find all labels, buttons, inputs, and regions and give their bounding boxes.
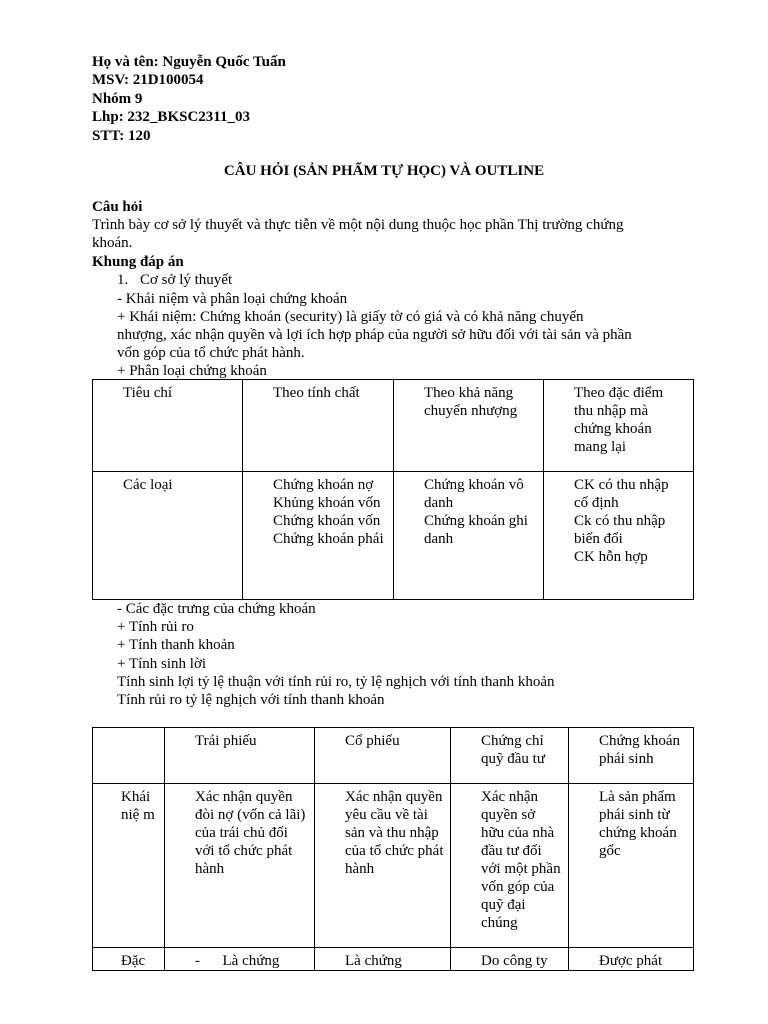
table-cell: - Là chứng xyxy=(165,948,315,971)
header-cell: Theo khả năng chuyển nhượng xyxy=(394,380,544,472)
table-cell: Xác nhận quyền sở hữu của nhà đầu tư đối với một phần vốn góp của quỹ đại chúng xyxy=(451,784,569,948)
header-cell: Cổ phiếu xyxy=(315,728,451,784)
table-row xyxy=(93,948,694,971)
comparison-table xyxy=(92,727,694,971)
question-text-line-1: Trình bày cơ sở lý thuyết và thực tiễn về một nội dung thuộc học phần Thị trường chứng xyxy=(92,217,624,233)
table-row xyxy=(93,784,694,948)
feature-item: + Tính thanh khoản xyxy=(117,637,235,653)
row-label: Đặc xyxy=(93,948,165,971)
table-row xyxy=(93,472,694,600)
section-title: Cơ sở lý thuyết xyxy=(140,272,233,288)
group-number: Nhóm 9 xyxy=(92,91,143,107)
table-cell: Xác nhận quyền đòi nợ (vốn cả lãi) của trái chủ đối với tổ chức phát hành xyxy=(165,784,315,948)
table-cell: Là chứng xyxy=(315,948,451,971)
list-item: Chứng khoán ghi danh xyxy=(424,513,528,547)
list-item: Chứng khoán vốn Chứng khoán phái xyxy=(273,513,384,547)
table-cell: Được phát xyxy=(569,948,694,971)
class-code: Lhp: 232_BKSC2311_03 xyxy=(92,109,250,125)
header-cell: Trái phiếu xyxy=(165,728,315,784)
definition-line-2: nhượng, xác nhận quyền và lợi ích hợp pháp của người sở hữu đối với tài sản và phần xyxy=(117,327,632,343)
table-cell: Do công ty xyxy=(451,948,569,971)
table-cell xyxy=(544,472,694,600)
header-cell: Theo tính chất xyxy=(243,380,394,472)
table-header-row xyxy=(93,728,694,784)
definition-line-1: + Khái niệm: Chứng khoán (security) là giấy tờ có giá và có khả năng chuyển xyxy=(117,309,584,325)
document-title: CÂU HỎI (SẢN PHẨM TỰ HỌC) VÀ OUTLINE xyxy=(223,163,545,179)
table-cell xyxy=(243,472,394,600)
classification-table xyxy=(92,379,694,600)
question-text-line-2: khoán. xyxy=(92,235,133,251)
section-number: 1. xyxy=(117,272,129,288)
header-cell xyxy=(93,728,165,784)
table-header-row xyxy=(93,380,694,472)
student-name: Họ và tên: Nguyễn Quốc Tuấn xyxy=(92,54,286,70)
table-cell: Xác nhận quyền yêu cầu về tài sản và thu nhập của tổ chức phát hành xyxy=(315,784,451,948)
list-item: Khủng khoán vốn xyxy=(273,495,381,511)
row-label: Khái niệ m xyxy=(93,784,165,948)
concept-heading: - Khái niệm và phân loại chứng khoán xyxy=(117,291,348,307)
answer-heading: Khung đáp án xyxy=(92,254,184,270)
list-item: Chứng khoán nợ xyxy=(273,477,374,493)
header-cell: Chứng chỉ quỹ đầu tư xyxy=(451,728,569,784)
question-heading: Câu hỏi xyxy=(92,199,143,215)
row-label: Các loại xyxy=(93,472,243,600)
ordinal-number: STT: 120 xyxy=(92,128,151,144)
header-cell: Theo đặc điểm thu nhập mà chứng khoán mang lại xyxy=(544,380,694,472)
features-note-2: Tính rủi ro tỷ lệ nghịch với tính thanh khoản xyxy=(117,692,385,708)
feature-item: + Tính rủi ro xyxy=(117,619,194,635)
list-item: CK có thu nhập cố định xyxy=(574,477,669,511)
classification-heading: + Phân loại chứng khoán xyxy=(117,363,267,379)
features-heading: - Các đặc trưng của chứng khoán xyxy=(117,601,316,617)
definition-line-3: vốn góp của tổ chức phát hành. xyxy=(117,345,305,361)
table-cell xyxy=(394,472,544,600)
header-cell: Tiêu chí xyxy=(93,380,243,472)
list-item: CK hỗn hợp xyxy=(574,549,648,565)
header-cell: Chứng khoán phái sinh xyxy=(569,728,694,784)
list-item: Ck có thu nhập biến đổi xyxy=(574,513,666,547)
feature-item: + Tính sinh lời xyxy=(117,656,207,672)
features-note-1: Tính sinh lợi tỷ lệ thuận với tính rủi ro, tỷ lệ nghịch với tính thanh khoản xyxy=(117,674,555,690)
list-item: Chứng khoán vô danh xyxy=(424,477,524,511)
table-cell: Là sản phẩm phái sinh từ chứng khoán gốc xyxy=(569,784,694,948)
student-id: MSV: 21D100054 xyxy=(92,72,204,88)
